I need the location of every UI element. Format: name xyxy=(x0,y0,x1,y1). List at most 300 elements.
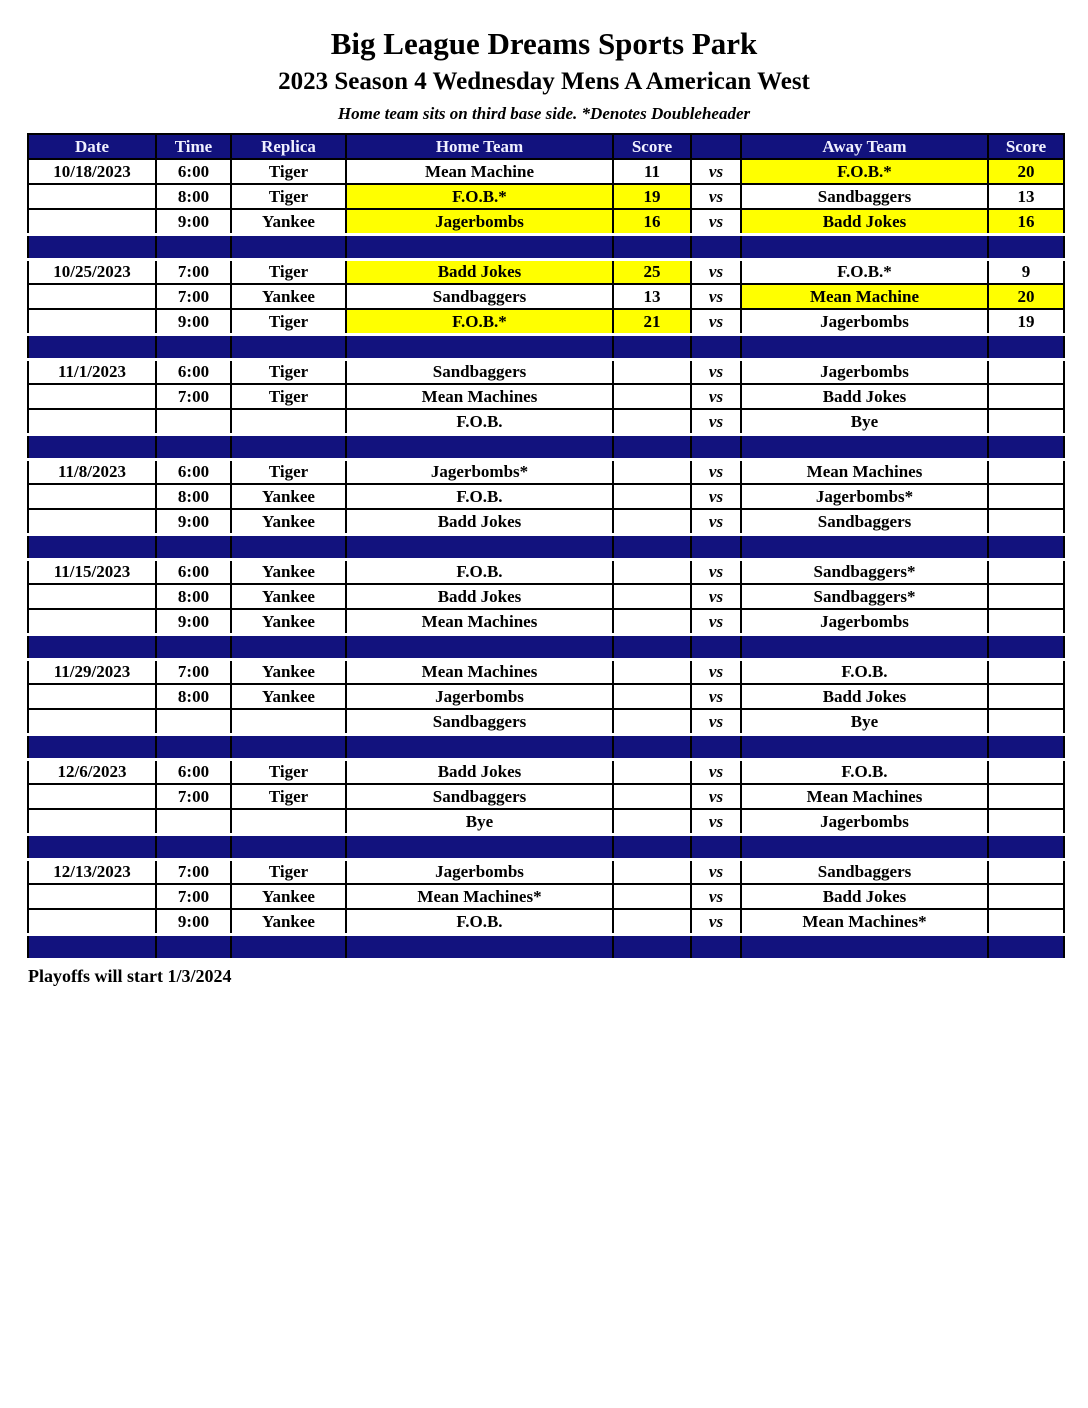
section-separator-row xyxy=(28,534,1064,559)
time-cell: 9:00 xyxy=(156,309,231,334)
home-score-cell xyxy=(613,784,691,809)
time-cell: 7:00 xyxy=(156,259,231,284)
away-score-cell xyxy=(988,909,1064,934)
vs-cell: vs xyxy=(691,884,741,909)
replica-cell: Tiger xyxy=(231,759,346,784)
separator-cell xyxy=(691,734,741,759)
separator-cell xyxy=(231,834,346,859)
home-team-cell: Jagerbombs xyxy=(346,684,613,709)
date-cell xyxy=(28,884,156,909)
away-team-cell: Jagerbombs xyxy=(741,809,988,834)
vs-cell: vs xyxy=(691,384,741,409)
vs-cell: vs xyxy=(691,759,741,784)
separator-cell xyxy=(231,234,346,259)
away-team-cell: F.O.B. xyxy=(741,659,988,684)
away-score-cell xyxy=(988,884,1064,909)
away-score-cell xyxy=(988,509,1064,534)
home-team-cell: Badd Jokes xyxy=(346,509,613,534)
replica-cell: Yankee xyxy=(231,584,346,609)
separator-cell xyxy=(346,734,613,759)
separator-cell xyxy=(28,534,156,559)
separator-cell xyxy=(988,334,1064,359)
schedule-note: Home team sits on third base side. *Denotes Doubleheader xyxy=(337,104,751,123)
date-cell xyxy=(28,609,156,634)
separator-cell xyxy=(231,734,346,759)
game-row xyxy=(28,384,1064,409)
separator-cell xyxy=(28,234,156,259)
home-score-cell: 16 xyxy=(613,209,691,234)
game-row xyxy=(28,159,1064,184)
time-cell: 7:00 xyxy=(156,784,231,809)
separator-cell xyxy=(613,734,691,759)
separator-cell xyxy=(613,434,691,459)
separator-cell xyxy=(346,534,613,559)
separator-cell xyxy=(613,634,691,659)
replica-cell: Yankee xyxy=(231,209,346,234)
vs-cell: vs xyxy=(691,609,741,634)
home-team-cell: Badd Jokes xyxy=(346,259,613,284)
separator-cell xyxy=(741,634,988,659)
away-team-cell: Sandbaggers* xyxy=(741,584,988,609)
replica-cell: Tiger xyxy=(231,459,346,484)
home-score-cell xyxy=(613,409,691,434)
date-cell xyxy=(28,384,156,409)
vs-cell: vs xyxy=(691,584,741,609)
away-team-cell: Mean Machines xyxy=(741,784,988,809)
separator-cell xyxy=(741,234,988,259)
header-replica: Replica xyxy=(231,134,346,159)
game-row xyxy=(28,584,1064,609)
replica-cell: Yankee xyxy=(231,284,346,309)
vs-cell: vs xyxy=(691,184,741,209)
separator-cell xyxy=(613,934,691,959)
separator-cell xyxy=(231,334,346,359)
section-separator-row xyxy=(28,734,1064,759)
away-score-cell xyxy=(988,784,1064,809)
home-team-cell: Bye xyxy=(346,809,613,834)
section-separator-row xyxy=(28,334,1064,359)
home-team-cell: Mean Machines* xyxy=(346,884,613,909)
header-away-score: Score xyxy=(988,134,1064,159)
away-team-cell: Badd Jokes xyxy=(741,384,988,409)
home-score-cell: 21 xyxy=(613,309,691,334)
date-cell xyxy=(28,709,156,734)
header-vs xyxy=(691,134,741,159)
away-team-cell: Badd Jokes xyxy=(741,209,988,234)
away-team-cell: Mean Machines xyxy=(741,459,988,484)
away-score-cell xyxy=(988,609,1064,634)
game-row xyxy=(28,359,1064,384)
separator-cell xyxy=(613,334,691,359)
away-score-cell xyxy=(988,584,1064,609)
game-row xyxy=(28,459,1064,484)
replica-cell: Yankee xyxy=(231,909,346,934)
home-score-cell xyxy=(613,559,691,584)
home-team-cell: F.O.B. xyxy=(346,409,613,434)
home-score-cell xyxy=(613,384,691,409)
game-row xyxy=(28,909,1064,934)
away-team-cell: Badd Jokes xyxy=(741,684,988,709)
separator-cell xyxy=(231,434,346,459)
vs-cell: vs xyxy=(691,209,741,234)
date-cell: 12/13/2023 xyxy=(28,859,156,884)
home-team-cell: Sandbaggers xyxy=(346,709,613,734)
date-cell: 10/18/2023 xyxy=(28,159,156,184)
away-score-cell: 16 xyxy=(988,209,1064,234)
date-cell xyxy=(28,409,156,434)
game-row xyxy=(28,759,1064,784)
home-score-cell: 11 xyxy=(613,159,691,184)
game-row xyxy=(28,409,1064,434)
date-cell: 12/6/2023 xyxy=(28,759,156,784)
away-team-cell: Jagerbombs xyxy=(741,309,988,334)
game-row xyxy=(28,559,1064,584)
time-cell: 9:00 xyxy=(156,509,231,534)
playoffs-note: Playoffs will start 1/3/2024 xyxy=(28,965,232,986)
replica-cell xyxy=(231,409,346,434)
home-score-cell xyxy=(613,359,691,384)
separator-cell xyxy=(156,534,231,559)
replica-cell: Yankee xyxy=(231,659,346,684)
away-team-cell: Sandbaggers xyxy=(741,184,988,209)
time-cell: 8:00 xyxy=(156,184,231,209)
home-score-cell: 19 xyxy=(613,184,691,209)
home-score-cell: 13 xyxy=(613,284,691,309)
away-score-cell: 20 xyxy=(988,159,1064,184)
replica-cell xyxy=(231,809,346,834)
game-row xyxy=(28,809,1064,834)
home-team-cell: F.O.B. xyxy=(346,909,613,934)
home-team-cell: Badd Jokes xyxy=(346,759,613,784)
vs-cell: vs xyxy=(691,409,741,434)
separator-cell xyxy=(28,434,156,459)
date-cell xyxy=(28,809,156,834)
date-cell: 11/8/2023 xyxy=(28,459,156,484)
page-title: Big League Dreams Sports Park xyxy=(330,26,758,61)
separator-cell xyxy=(346,834,613,859)
separator-cell xyxy=(28,734,156,759)
away-score-cell: 9 xyxy=(988,259,1064,284)
time-cell: 7:00 xyxy=(156,384,231,409)
home-team-cell: F.O.B. xyxy=(346,559,613,584)
home-score-cell xyxy=(613,484,691,509)
home-score-cell xyxy=(613,859,691,884)
date-cell: 11/29/2023 xyxy=(28,659,156,684)
schedule-table xyxy=(27,133,1065,961)
home-team-cell: Mean Machines xyxy=(346,384,613,409)
time-cell: 7:00 xyxy=(156,884,231,909)
time-cell: 6:00 xyxy=(156,359,231,384)
game-row xyxy=(28,609,1064,634)
time-cell: 7:00 xyxy=(156,659,231,684)
date-cell xyxy=(28,584,156,609)
away-team-cell: Mean Machine xyxy=(741,284,988,309)
separator-cell xyxy=(156,834,231,859)
home-team-cell: Mean Machines xyxy=(346,659,613,684)
date-cell: 11/1/2023 xyxy=(28,359,156,384)
header-home-team: Home Team xyxy=(346,134,613,159)
away-score-cell xyxy=(988,709,1064,734)
vs-cell: vs xyxy=(691,359,741,384)
home-team-cell: Mean Machine xyxy=(346,159,613,184)
game-row xyxy=(28,284,1064,309)
game-row xyxy=(28,859,1064,884)
separator-cell xyxy=(691,934,741,959)
date-cell xyxy=(28,909,156,934)
vs-cell: vs xyxy=(691,659,741,684)
time-cell: 6:00 xyxy=(156,559,231,584)
game-row xyxy=(28,684,1064,709)
date-cell xyxy=(28,484,156,509)
game-row xyxy=(28,509,1064,534)
separator-cell xyxy=(28,634,156,659)
game-row xyxy=(28,709,1064,734)
time-cell: 6:00 xyxy=(156,759,231,784)
replica-cell: Tiger xyxy=(231,159,346,184)
away-team-cell: F.O.B. xyxy=(741,759,988,784)
game-row xyxy=(28,184,1064,209)
separator-cell xyxy=(741,434,988,459)
replica-cell: Yankee xyxy=(231,509,346,534)
game-row xyxy=(28,309,1064,334)
time-cell: 7:00 xyxy=(156,859,231,884)
away-team-cell: Jagerbombs xyxy=(741,359,988,384)
separator-cell xyxy=(988,634,1064,659)
date-cell xyxy=(28,684,156,709)
separator-cell xyxy=(988,434,1064,459)
home-team-cell: Mean Machines xyxy=(346,609,613,634)
replica-cell: Tiger xyxy=(231,184,346,209)
home-score-cell xyxy=(613,909,691,934)
separator-cell xyxy=(691,534,741,559)
separator-cell xyxy=(28,334,156,359)
game-row xyxy=(28,259,1064,284)
replica-cell: Tiger xyxy=(231,784,346,809)
away-team-cell: Badd Jokes xyxy=(741,884,988,909)
header-time: Time xyxy=(156,134,231,159)
replica-cell: Yankee xyxy=(231,559,346,584)
game-row xyxy=(28,884,1064,909)
home-score-cell xyxy=(613,659,691,684)
vs-cell: vs xyxy=(691,559,741,584)
separator-cell xyxy=(613,834,691,859)
replica-cell: Tiger xyxy=(231,384,346,409)
home-score-cell xyxy=(613,509,691,534)
separator-cell xyxy=(156,234,231,259)
date-cell: 10/25/2023 xyxy=(28,259,156,284)
replica-cell xyxy=(231,709,346,734)
home-team-cell: Jagerbombs* xyxy=(346,459,613,484)
vs-cell: vs xyxy=(691,159,741,184)
section-separator-row xyxy=(28,434,1064,459)
header-date: Date xyxy=(28,134,156,159)
vs-cell: vs xyxy=(691,784,741,809)
separator-cell xyxy=(741,734,988,759)
header-away-team: Away Team xyxy=(741,134,988,159)
date-cell: 11/15/2023 xyxy=(28,559,156,584)
home-score-cell: 25 xyxy=(613,259,691,284)
separator-cell xyxy=(613,234,691,259)
away-team-cell: Sandbaggers xyxy=(741,509,988,534)
time-cell: 9:00 xyxy=(156,209,231,234)
away-score-cell xyxy=(988,459,1064,484)
separator-cell xyxy=(741,834,988,859)
vs-cell: vs xyxy=(691,484,741,509)
time-cell: 8:00 xyxy=(156,684,231,709)
section-separator-row xyxy=(28,834,1064,859)
vs-cell: vs xyxy=(691,284,741,309)
separator-cell xyxy=(988,534,1064,559)
separator-cell xyxy=(28,834,156,859)
home-score-cell xyxy=(613,884,691,909)
home-team-cell: F.O.B.* xyxy=(346,309,613,334)
replica-cell: Tiger xyxy=(231,309,346,334)
separator-cell xyxy=(346,234,613,259)
away-score-cell xyxy=(988,484,1064,509)
date-cell xyxy=(28,209,156,234)
section-separator-row xyxy=(28,934,1064,959)
away-team-cell: Bye xyxy=(741,409,988,434)
separator-cell xyxy=(231,534,346,559)
home-team-cell: Sandbaggers xyxy=(346,359,613,384)
away-score-cell xyxy=(988,809,1064,834)
home-score-cell xyxy=(613,709,691,734)
time-cell xyxy=(156,409,231,434)
away-team-cell: Jagerbombs xyxy=(741,609,988,634)
home-team-cell: F.O.B.* xyxy=(346,184,613,209)
separator-cell xyxy=(231,634,346,659)
date-cell xyxy=(28,284,156,309)
vs-cell: vs xyxy=(691,859,741,884)
separator-cell xyxy=(156,434,231,459)
away-team-cell: Mean Machines* xyxy=(741,909,988,934)
home-team-cell: F.O.B. xyxy=(346,484,613,509)
vs-cell: vs xyxy=(691,309,741,334)
time-cell: 9:00 xyxy=(156,609,231,634)
page-subtitle: 2023 Season 4 Wednesday Mens A American West xyxy=(278,68,810,95)
time-cell: 9:00 xyxy=(156,909,231,934)
away-score-cell xyxy=(988,384,1064,409)
vs-cell: vs xyxy=(691,684,741,709)
separator-cell xyxy=(613,534,691,559)
away-score-cell: 13 xyxy=(988,184,1064,209)
vs-cell: vs xyxy=(691,459,741,484)
section-separator-row xyxy=(28,234,1064,259)
home-team-cell: Jagerbombs xyxy=(346,209,613,234)
separator-cell xyxy=(741,934,988,959)
away-score-cell: 19 xyxy=(988,309,1064,334)
vs-cell: vs xyxy=(691,509,741,534)
time-cell: 8:00 xyxy=(156,584,231,609)
separator-cell xyxy=(346,434,613,459)
separator-cell xyxy=(741,534,988,559)
game-row xyxy=(28,659,1064,684)
home-score-cell xyxy=(613,809,691,834)
separator-cell xyxy=(988,234,1064,259)
home-score-cell xyxy=(613,759,691,784)
separator-cell xyxy=(741,334,988,359)
away-score-cell xyxy=(988,409,1064,434)
away-score-cell xyxy=(988,559,1064,584)
separator-cell xyxy=(156,334,231,359)
time-cell xyxy=(156,809,231,834)
home-score-cell xyxy=(613,609,691,634)
vs-cell: vs xyxy=(691,909,741,934)
separator-cell xyxy=(691,834,741,859)
vs-cell: vs xyxy=(691,809,741,834)
separator-cell xyxy=(691,334,741,359)
date-cell xyxy=(28,309,156,334)
separator-cell xyxy=(346,634,613,659)
home-score-cell xyxy=(613,459,691,484)
away-team-cell: Sandbaggers xyxy=(741,859,988,884)
away-score-cell: 20 xyxy=(988,284,1064,309)
game-row xyxy=(28,484,1064,509)
game-row xyxy=(28,784,1064,809)
separator-cell xyxy=(156,634,231,659)
replica-cell: Tiger xyxy=(231,359,346,384)
separator-cell xyxy=(691,234,741,259)
home-team-cell: Badd Jokes xyxy=(346,584,613,609)
date-cell xyxy=(28,509,156,534)
table-header-row xyxy=(28,134,1064,159)
home-team-cell: Sandbaggers xyxy=(346,784,613,809)
away-team-cell: F.O.B.* xyxy=(741,259,988,284)
away-score-cell xyxy=(988,859,1064,884)
replica-cell: Yankee xyxy=(231,484,346,509)
replica-cell: Yankee xyxy=(231,884,346,909)
vs-cell: vs xyxy=(691,709,741,734)
separator-cell xyxy=(691,434,741,459)
date-cell xyxy=(28,184,156,209)
section-separator-row xyxy=(28,634,1064,659)
separator-cell xyxy=(156,734,231,759)
away-score-cell xyxy=(988,359,1064,384)
time-cell xyxy=(156,709,231,734)
time-cell: 6:00 xyxy=(156,159,231,184)
separator-cell xyxy=(691,634,741,659)
replica-cell: Tiger xyxy=(231,259,346,284)
away-score-cell xyxy=(988,684,1064,709)
away-team-cell: Bye xyxy=(741,709,988,734)
vs-cell: vs xyxy=(691,259,741,284)
separator-cell xyxy=(156,934,231,959)
replica-cell: Tiger xyxy=(231,859,346,884)
separator-cell xyxy=(988,834,1064,859)
replica-cell: Yankee xyxy=(231,684,346,709)
header-home-score: Score xyxy=(613,134,691,159)
home-score-cell xyxy=(613,584,691,609)
away-team-cell: Sandbaggers* xyxy=(741,559,988,584)
separator-cell xyxy=(988,734,1064,759)
separator-cell xyxy=(28,934,156,959)
time-cell: 6:00 xyxy=(156,459,231,484)
home-score-cell xyxy=(613,684,691,709)
separator-cell xyxy=(346,334,613,359)
home-team-cell: Jagerbombs xyxy=(346,859,613,884)
away-score-cell xyxy=(988,659,1064,684)
away-team-cell: Jagerbombs* xyxy=(741,484,988,509)
date-cell xyxy=(28,784,156,809)
game-row xyxy=(28,209,1064,234)
replica-cell: Yankee xyxy=(231,609,346,634)
time-cell: 7:00 xyxy=(156,284,231,309)
separator-cell xyxy=(231,934,346,959)
separator-cell xyxy=(346,934,613,959)
separator-cell xyxy=(988,934,1064,959)
home-team-cell: Sandbaggers xyxy=(346,284,613,309)
time-cell: 8:00 xyxy=(156,484,231,509)
